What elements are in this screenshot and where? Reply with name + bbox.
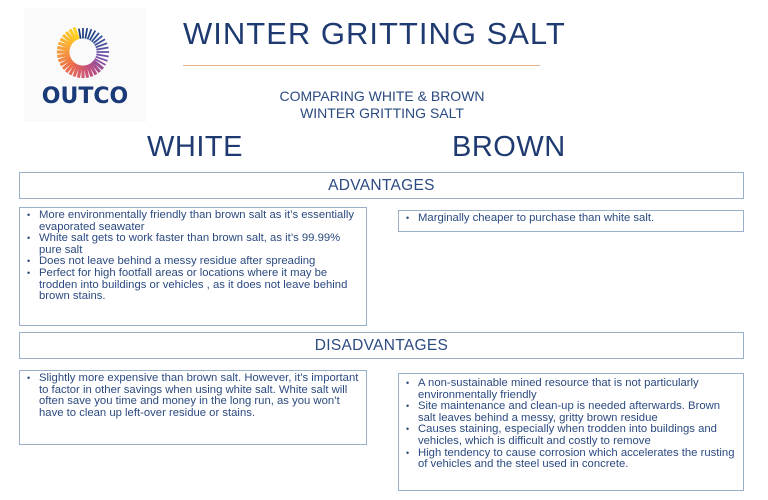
brown-advantages-list <box>405 213 737 225</box>
subtitle-line-2: WINTER GRITTING SALT <box>300 105 464 121</box>
list-item: • Slightly more expensive than brown salt. However, it’s important to factor in other savings when using white salt. White salt will often save you time and money in the long run, as you won’t have to clean up left-over residue or stains. <box>26 373 360 419</box>
list-item: • High tendency to cause corrosion which accelerates the rusting of vehicles and the steel used in concrete. <box>405 448 737 471</box>
brown-advantages-box <box>398 210 744 232</box>
list-item: • More environmentally friendly than brown salt as it’s essentially evaporated seawater <box>26 210 360 233</box>
list-item: • A non-sustainable mined resource that is not particularly environmentally friendly <box>405 378 737 401</box>
section-heading-disadvantages: DISADVANTAGES <box>19 332 744 359</box>
subtitle-line-1: COMPARING WHITE & BROWN <box>279 88 485 104</box>
white-advantages-list <box>26 210 360 303</box>
brown-disadvantages-list <box>405 378 737 471</box>
white-advantages-box <box>19 207 367 326</box>
brown-disadvantages-box <box>398 373 744 491</box>
list-item: • Causes staining, especially when trodden into buildings and vehicles, which is difficult and costly to remove <box>405 424 737 447</box>
column-heading-white: WHITE <box>147 131 243 163</box>
list-item: • White salt gets to work faster than brown salt, as it’s 99.99% pure salt <box>26 233 360 256</box>
white-disadvantages-box <box>19 370 367 445</box>
title-divider <box>183 65 540 66</box>
page-subtitle <box>232 88 532 122</box>
page-title: WINTER GRITTING SALT <box>183 16 566 51</box>
white-disadvantages-list <box>26 373 360 419</box>
section-heading-advantages: ADVANTAGES <box>19 172 744 199</box>
list-item: • Does not leave behind a messy residue after spreading <box>26 256 360 268</box>
column-heading-brown: BROWN <box>452 131 566 163</box>
list-item: • Marginally cheaper to purchase than white salt. <box>405 213 737 225</box>
sunburst-ring-icon <box>54 23 112 81</box>
list-item: • Site maintenance and clean-up is needed afterwards. Brown salt leaves behind a messy, gritty brown residue <box>405 401 737 424</box>
list-item: • Perfect for high footfall areas or locations where it may be trodden into buildings or vehicles , as it does not leave behind brown stains. <box>26 268 360 303</box>
logo-wordmark: OUTCO <box>41 84 129 109</box>
